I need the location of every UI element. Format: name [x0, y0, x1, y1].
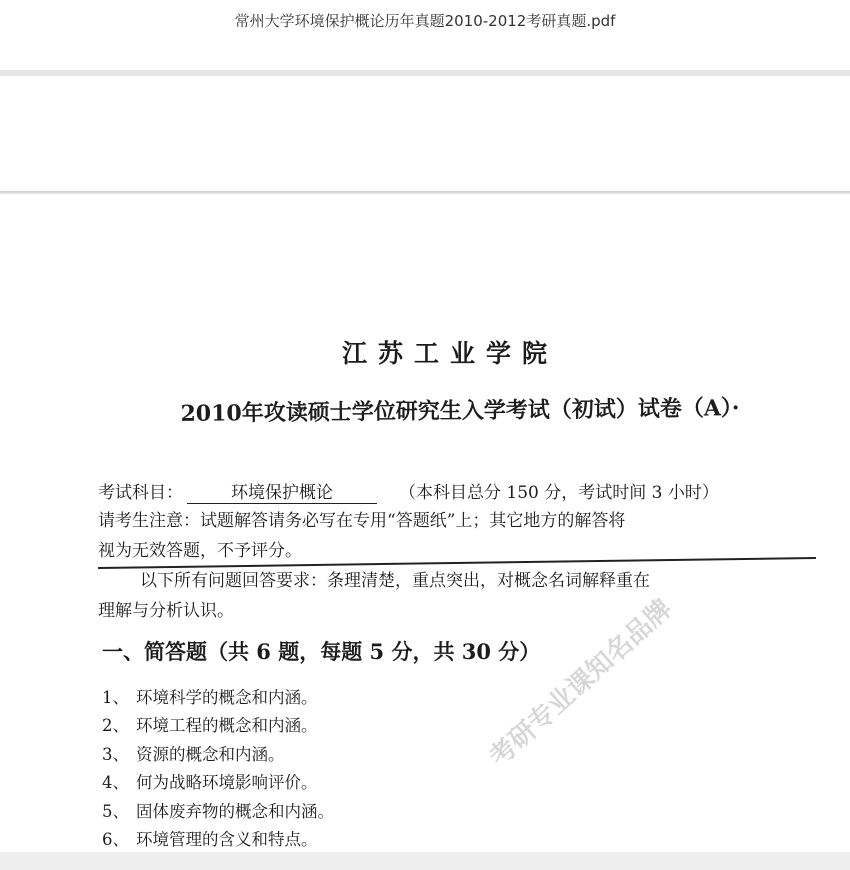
question-number: 4、 — [102, 773, 129, 793]
question-number: 2、 — [102, 716, 129, 736]
viewer-header — [0, 0, 850, 70]
intro-line-2: 理解与分析认识。 — [98, 601, 234, 621]
notice-line-1: 请考生注意：试题解答请务必写在专用“答题纸”上；其它地方的解答将 — [98, 511, 626, 531]
viewer-footer — [0, 852, 850, 870]
pdf-page[interactable] — [0, 76, 850, 854]
question-text: 环境科学的概念和内涵。 — [136, 688, 318, 707]
question-text: 环境工程的概念和内涵。 — [136, 716, 318, 736]
question-number: 3、 — [102, 744, 129, 764]
question-item — [102, 826, 334, 854]
school-name: 江苏工业学院 — [341, 339, 558, 368]
scan-edge-line — [0, 191, 850, 194]
question-item — [102, 798, 334, 826]
question-text: 固体废弃物的概念和内涵。 — [136, 801, 334, 821]
notice-line-2: 视为无效答题，不予评分。 — [98, 541, 302, 561]
subject-info: （本科目总分 150 分，考试时间 3 小时） — [399, 483, 719, 503]
subject-label: 考试科目： — [98, 483, 183, 503]
file-title: 常州大学环境保护概论历年真题2010-2012考研真题.pdf — [234, 12, 616, 30]
question-number: 6、 — [102, 829, 129, 849]
intro-line-1: 以下所有问题回答要求：条理清楚，重点突出，对概念名词解释重在 — [140, 571, 650, 591]
question-text: 资源的概念和内涵。 — [136, 744, 285, 764]
exam-title: 2010年攻读硕士学位研究生入学考试（初试）试卷（A）· — [180, 395, 740, 427]
subject-value: 环境保护概论 — [187, 478, 377, 504]
question-number: 1、 — [102, 688, 129, 707]
subject-row — [98, 478, 719, 504]
question-list — [102, 684, 334, 854]
question-item — [102, 712, 334, 740]
question-item — [102, 769, 334, 797]
watermark: 考研专业课知名品牌 — [484, 593, 678, 773]
question-number: 5、 — [102, 801, 129, 821]
question-text: 何为战略环境影响评价。 — [136, 773, 318, 793]
question-item — [102, 684, 334, 712]
section-title: 一、简答题（共 6 题，每题 5 分，共 30 分） — [102, 639, 541, 664]
question-item — [102, 741, 334, 769]
question-text: 环境管理的含义和特点。 — [136, 829, 318, 849]
